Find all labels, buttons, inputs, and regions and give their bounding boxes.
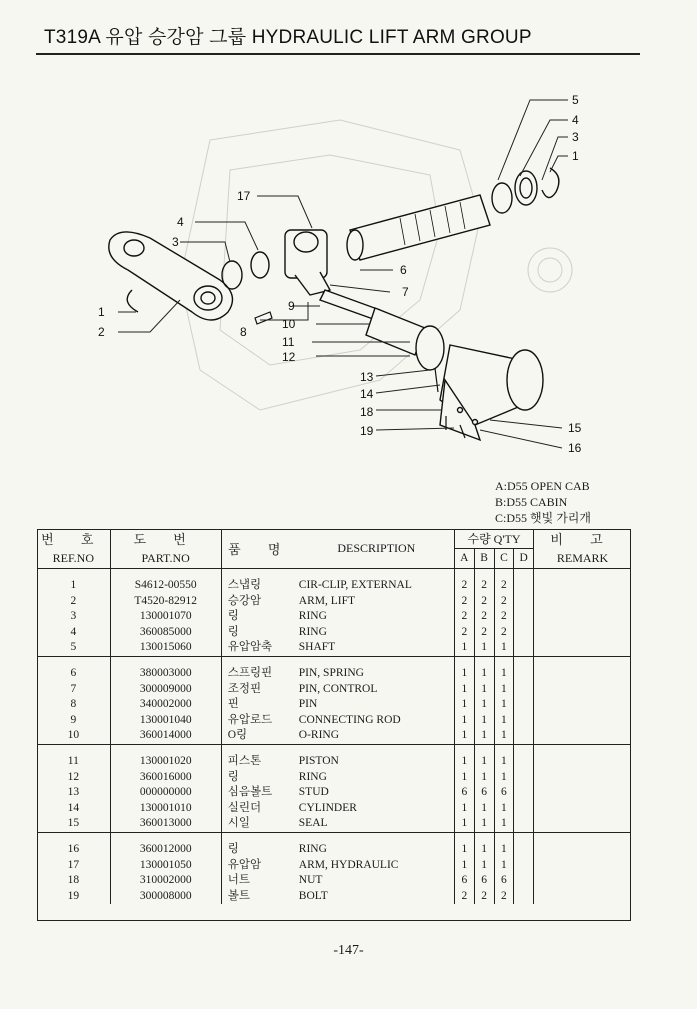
table-row xyxy=(37,770,631,786)
spacer-cell xyxy=(454,656,474,666)
cell-qty-d xyxy=(514,816,534,832)
cell-qty-a: 2 xyxy=(454,625,474,641)
cell-qty-c: 2 xyxy=(494,609,514,625)
cell-qty-d xyxy=(514,770,534,786)
header-part-ko: 도 번 xyxy=(110,529,221,548)
cell-name-ko: O링 xyxy=(221,728,299,744)
cell-description: SHAFT xyxy=(299,640,455,656)
spacer-cell xyxy=(221,744,299,754)
spacer-cell xyxy=(299,832,455,842)
callout-7: 7 xyxy=(402,285,409,299)
cell-ref: 11 xyxy=(67,754,79,767)
spacer-cell xyxy=(299,744,455,754)
callout-19: 19 xyxy=(360,424,374,438)
cell-qty-d xyxy=(514,842,534,858)
cell-ref: 10 xyxy=(37,728,110,744)
spacer-cell xyxy=(221,656,299,666)
cell-description: CIR-CLIP, EXTERNAL xyxy=(298,579,412,591)
cell-description: RING xyxy=(298,625,327,638)
cell-part-no: 130001010 xyxy=(110,801,221,817)
table-row xyxy=(37,666,631,682)
cell-part-no: 310002000 xyxy=(110,873,221,889)
title-rule xyxy=(36,53,640,55)
callout-13: 13 xyxy=(360,370,374,384)
spacer-cell xyxy=(454,569,474,579)
cell-qty-b: 1 xyxy=(474,816,494,832)
spacer-cell xyxy=(474,744,494,754)
parts-table xyxy=(37,529,631,904)
rod-piston-shape xyxy=(320,290,444,370)
cell-remark xyxy=(534,640,631,656)
cell-name-ko: 피스톤 xyxy=(221,754,299,770)
cell-qty-d xyxy=(514,728,534,744)
cell-ref: 17 xyxy=(67,858,80,871)
page-number: -147- xyxy=(333,943,364,958)
callout-16: 16 xyxy=(568,441,582,455)
table-row xyxy=(37,889,631,905)
cell-qty-c: 1 xyxy=(494,770,514,786)
callout-4: 4 xyxy=(572,113,579,127)
cell-ref: 16 xyxy=(67,842,80,855)
cell-ref: 15 xyxy=(37,816,110,832)
cell-qty-c: 1 xyxy=(494,682,514,698)
group-spacer xyxy=(37,569,631,579)
spacer-cell xyxy=(110,832,221,842)
cell-qty-b: 2 xyxy=(474,609,494,625)
header-name-ko: 품 명 xyxy=(221,529,299,569)
cell-qty-b: 1 xyxy=(474,666,494,682)
callout-1-left: 1 xyxy=(98,305,105,319)
cell-qty-b: 1 xyxy=(474,640,494,656)
callout-2-left: 2 xyxy=(98,325,105,339)
cell-part-no: 360013000 xyxy=(110,816,221,832)
cell-qty-d xyxy=(514,682,534,698)
callout-3: 3 xyxy=(572,130,579,144)
cell-qty-c: 1 xyxy=(494,697,514,713)
spacer-cell xyxy=(299,656,455,666)
spacer-cell xyxy=(474,832,494,842)
table-row xyxy=(37,842,631,858)
cell-ref: 2 xyxy=(70,594,77,607)
cell-qty-d xyxy=(514,594,534,610)
spacer-cell xyxy=(534,744,631,754)
cell-ref: 9 xyxy=(70,713,77,726)
spacer-cell xyxy=(514,656,534,666)
cell-remark xyxy=(534,697,631,713)
cell-qty-d xyxy=(514,785,534,801)
cylinder-shape xyxy=(440,345,543,440)
cell-qty-a: 2 xyxy=(454,889,474,905)
cell-qty-b: 1 xyxy=(474,728,494,744)
cell-remark xyxy=(534,770,631,786)
cell-name-ko: 링 xyxy=(221,770,299,786)
cell-ref: 7 xyxy=(70,682,77,695)
cell-description: RING xyxy=(298,770,327,783)
cell-part-no: 360085000 xyxy=(110,625,221,641)
spacer-cell xyxy=(221,832,299,842)
cell-ref: 14 xyxy=(67,801,80,814)
cell-remark xyxy=(534,889,631,905)
cell-description: CYLINDER xyxy=(298,801,357,814)
spacer-cell xyxy=(474,656,494,666)
table-row xyxy=(37,816,631,832)
diagram-svg xyxy=(80,80,640,480)
table-row xyxy=(37,728,631,744)
cell-ref: 19 xyxy=(67,889,80,902)
callout-10: 10 xyxy=(282,317,296,331)
cell-qty-b: 6 xyxy=(474,785,494,801)
cell-description: ARM, LIFT xyxy=(298,594,356,607)
cell-qty-c: 2 xyxy=(494,578,514,594)
cell-qty-a: 1 xyxy=(454,666,474,682)
callout-11: 11 xyxy=(282,335,295,349)
spacer-cell xyxy=(454,832,474,842)
cell-name-ko: 시일 xyxy=(221,816,299,832)
cell-part-no: 130001040 xyxy=(110,713,221,729)
callout-8: 8 xyxy=(240,325,247,339)
cell-qty-d xyxy=(514,666,534,682)
cell-remark xyxy=(534,816,631,832)
cell-part-no: 130015060 xyxy=(110,640,221,656)
cell-qty-d xyxy=(514,873,534,889)
cell-part-no: T4520-82912 xyxy=(110,594,221,610)
cell-description: BOLT xyxy=(298,889,328,902)
spacer-cell xyxy=(494,744,514,754)
cell-remark xyxy=(534,594,631,610)
spacer-cell xyxy=(514,832,534,842)
table-row xyxy=(37,873,631,889)
table-row xyxy=(37,594,631,610)
cell-part-no: 360014000 xyxy=(110,728,221,744)
cell-remark xyxy=(534,785,631,801)
cell-qty-c: 1 xyxy=(494,816,514,832)
cell-name-ko: 실린더 xyxy=(221,801,299,817)
cell-qty-d xyxy=(514,640,534,656)
header-remark-en: REMARK xyxy=(534,548,631,569)
cell-qty-c: 1 xyxy=(494,801,514,817)
cell-qty-c: 2 xyxy=(494,625,514,641)
cell-part-no: S4612-00550 xyxy=(110,578,221,594)
header-qty-a: A xyxy=(454,548,474,569)
cell-part-no: 000000000 xyxy=(110,785,221,801)
header-qty-d: D xyxy=(514,548,534,569)
spacer-cell xyxy=(494,569,514,579)
cell-qty-b: 1 xyxy=(474,754,494,770)
cell-ref: 18 xyxy=(67,874,80,887)
cell-qty-c: 1 xyxy=(494,713,514,729)
cell-qty-c: 1 xyxy=(494,728,514,744)
cell-qty-b: 2 xyxy=(474,889,494,905)
cell-qty-a: 1 xyxy=(454,728,474,744)
cell-part-no: 300009000 xyxy=(110,682,221,698)
cell-qty-c: 1 xyxy=(494,666,514,682)
cell-description: RING xyxy=(298,610,327,623)
cell-description: O-RING xyxy=(299,728,455,744)
callout-6: 6 xyxy=(400,263,407,277)
cell-qty-b: 1 xyxy=(474,697,494,713)
cell-name-ko: 링 xyxy=(221,625,299,641)
cell-name-ko: 조정핀 xyxy=(221,682,299,698)
cell-qty-b: 1 xyxy=(474,682,494,698)
callout-3-left: 3 xyxy=(172,235,179,249)
cell-qty-d xyxy=(514,625,534,641)
hydraulic-arm-shape xyxy=(285,230,330,295)
cell-part-no: 130001020 xyxy=(110,754,221,770)
spacer-cell xyxy=(534,569,631,579)
header-remark-ko: 비 고 xyxy=(534,529,631,548)
cell-qty-a: 1 xyxy=(454,816,474,832)
cell-qty-d xyxy=(514,609,534,625)
variant-c: C:D55 햇빛 가리개 xyxy=(495,511,591,525)
cell-name-ko: 링 xyxy=(221,842,299,858)
cell-qty-c: 2 xyxy=(494,889,514,905)
cell-description: PIN xyxy=(298,698,318,711)
spacer-cell xyxy=(37,656,110,666)
table-row xyxy=(37,801,631,817)
cell-part-no: 360016000 xyxy=(110,770,221,786)
group-spacer xyxy=(37,832,631,842)
cell-ref: 1 xyxy=(70,579,77,591)
cell-name-ko: 유압암축 xyxy=(221,640,299,656)
cell-name-ko: 스프링핀 xyxy=(221,666,299,682)
cell-qty-a: 2 xyxy=(454,594,474,610)
cell-qty-a: 1 xyxy=(454,858,474,874)
cell-qty-b: 1 xyxy=(474,858,494,874)
cell-description: SEAL xyxy=(299,816,455,832)
cell-qty-a: 1 xyxy=(454,682,474,698)
spacer-cell xyxy=(299,569,455,579)
table-row xyxy=(37,640,631,656)
header-ref-ko: 번 호 xyxy=(41,532,106,547)
cell-qty-c: 1 xyxy=(494,858,514,874)
cell-remark xyxy=(534,858,631,874)
model-variants xyxy=(495,478,591,526)
callout-18: 18 xyxy=(360,405,374,419)
cell-remark xyxy=(534,713,631,729)
table-row xyxy=(37,754,631,770)
header-ref-en: REF.NO xyxy=(37,548,110,569)
cell-qty-b: 1 xyxy=(474,842,494,858)
cell-qty-a: 1 xyxy=(454,713,474,729)
cell-remark xyxy=(534,842,631,858)
cell-qty-a: 1 xyxy=(454,770,474,786)
cell-description: NUT xyxy=(298,874,323,887)
table-row xyxy=(37,625,631,641)
spacer-cell xyxy=(37,569,110,579)
spacer-cell xyxy=(474,569,494,579)
cell-remark xyxy=(534,625,631,641)
page-title: T319A 유압 승강암 그룹 HYDRAULIC LIFT ARM GROUP xyxy=(44,27,532,48)
spacer-cell xyxy=(221,569,299,579)
cell-qty-d xyxy=(514,858,534,874)
cell-description: PIN, CONTROL xyxy=(298,682,378,695)
cell-qty-c: 1 xyxy=(494,754,514,770)
cell-ref: 5 xyxy=(37,640,110,656)
cell-name-ko: 심음볼트 xyxy=(221,785,299,801)
parts-table-header xyxy=(37,529,631,569)
cell-name-ko: 너트 xyxy=(221,873,299,889)
shaft-shape xyxy=(347,195,490,260)
spacer-cell xyxy=(454,744,474,754)
table-row xyxy=(37,858,631,874)
cell-ref: 13 xyxy=(67,786,80,799)
cell-part-no: 360012000 xyxy=(110,842,221,858)
cell-qty-d xyxy=(514,889,534,905)
cell-description: RING xyxy=(298,842,327,855)
cell-part-no: 300008000 xyxy=(110,889,221,905)
spacer-cell xyxy=(110,744,221,754)
group-spacer xyxy=(37,744,631,754)
cell-description: PIN, SPRING xyxy=(298,666,364,679)
cell-qty-a: 2 xyxy=(454,609,474,625)
cell-qty-b: 2 xyxy=(474,625,494,641)
cell-part-no: 130001050 xyxy=(110,858,221,874)
cell-remark xyxy=(534,754,631,770)
callout-15: 15 xyxy=(568,421,582,435)
cell-ref: 3 xyxy=(70,610,77,623)
cell-qty-b: 1 xyxy=(474,713,494,729)
cell-qty-d xyxy=(514,754,534,770)
callout-5: 5 xyxy=(572,93,579,107)
cell-remark xyxy=(534,728,631,744)
spacer-cell xyxy=(514,744,534,754)
spacer-cell xyxy=(110,656,221,666)
cell-ref: 4 xyxy=(70,625,77,638)
cell-remark xyxy=(534,682,631,698)
cell-qty-a: 1 xyxy=(454,842,474,858)
cell-ref: 6 xyxy=(70,666,77,679)
callout-4-left: 4 xyxy=(177,215,184,229)
cell-qty-d xyxy=(514,697,534,713)
cell-qty-d xyxy=(514,713,534,729)
cell-name-ko: 유압암 xyxy=(221,858,299,874)
cell-qty-a: 1 xyxy=(454,640,474,656)
cell-qty-a: 1 xyxy=(454,754,474,770)
spacer-cell xyxy=(514,569,534,579)
cell-qty-c: 1 xyxy=(494,842,514,858)
cell-remark xyxy=(534,609,631,625)
spacer-cell xyxy=(494,832,514,842)
cell-qty-a: 6 xyxy=(454,873,474,889)
cell-remark xyxy=(534,666,631,682)
variant-b: B:D55 CABIN xyxy=(495,495,568,509)
variant-a: A:D55 OPEN CAB xyxy=(495,479,590,493)
callout-9: 9 xyxy=(288,299,295,313)
cell-qty-d xyxy=(514,801,534,817)
cell-remark xyxy=(534,801,631,817)
cell-part-no: 340002000 xyxy=(110,697,221,713)
callout-17: 17 xyxy=(237,189,251,203)
cell-qty-b: 6 xyxy=(474,873,494,889)
header-qty-b: B xyxy=(474,548,494,569)
cell-description: PISTON xyxy=(298,754,339,767)
cell-part-no: 130001070 xyxy=(110,609,221,625)
cell-name-ko: 승강암 xyxy=(221,594,299,610)
table-row xyxy=(37,578,631,594)
cell-name-ko: 핀 xyxy=(221,697,299,713)
parts-table-body xyxy=(37,569,631,905)
table-row xyxy=(37,682,631,698)
cell-name-ko: 유압로드 xyxy=(221,713,299,729)
callout-14: 14 xyxy=(360,387,374,401)
cell-qty-a: 1 xyxy=(454,697,474,713)
spacer-cell xyxy=(534,832,631,842)
header-qty: 수량 Q'TY xyxy=(454,529,533,548)
cell-qty-b: 2 xyxy=(474,578,494,594)
header-description: DESCRIPTION xyxy=(299,529,455,569)
cell-part-no: 380003000 xyxy=(110,666,221,682)
cell-qty-b: 1 xyxy=(474,801,494,817)
cell-qty-b: 1 xyxy=(474,770,494,786)
cell-qty-c: 6 xyxy=(494,873,514,889)
spacer-cell xyxy=(37,832,110,842)
exploded-parts-diagram xyxy=(80,80,640,480)
spacer-cell xyxy=(534,656,631,666)
table-row xyxy=(37,713,631,729)
header-part-en: PART.NO xyxy=(110,548,221,569)
cell-description: ARM, HYDRAULIC xyxy=(298,858,399,871)
cell-remark xyxy=(534,578,631,594)
lift-arm-shape xyxy=(109,232,233,320)
header-qty-c: C xyxy=(494,548,514,569)
cell-qty-a: 1 xyxy=(454,801,474,817)
cell-qty-c: 1 xyxy=(494,640,514,656)
spacer-cell xyxy=(110,569,221,579)
cell-description: STUD xyxy=(298,786,329,799)
group-spacer xyxy=(37,656,631,666)
cell-qty-c: 6 xyxy=(494,785,514,801)
cell-qty-a: 6 xyxy=(454,785,474,801)
cell-ref: 8 xyxy=(70,698,77,711)
cell-name-ko: 스냅링 xyxy=(221,578,299,594)
callout-1: 1 xyxy=(572,149,579,163)
ring-shapes-right xyxy=(492,168,559,213)
cell-ref: 12 xyxy=(67,770,80,783)
callout-12: 12 xyxy=(282,350,296,364)
table-row xyxy=(37,609,631,625)
table-row xyxy=(37,785,631,801)
cell-name-ko: 링 xyxy=(221,609,299,625)
cell-qty-c: 2 xyxy=(494,594,514,610)
cell-name-ko: 볼트 xyxy=(221,889,299,905)
cell-qty-b: 2 xyxy=(474,594,494,610)
cell-description: CONNECTING ROD xyxy=(298,713,401,726)
table-row xyxy=(37,697,631,713)
cell-remark xyxy=(534,873,631,889)
cell-qty-a: 2 xyxy=(454,578,474,594)
spacer-cell xyxy=(494,656,514,666)
cell-qty-d xyxy=(514,578,534,594)
spacer-cell xyxy=(37,744,110,754)
